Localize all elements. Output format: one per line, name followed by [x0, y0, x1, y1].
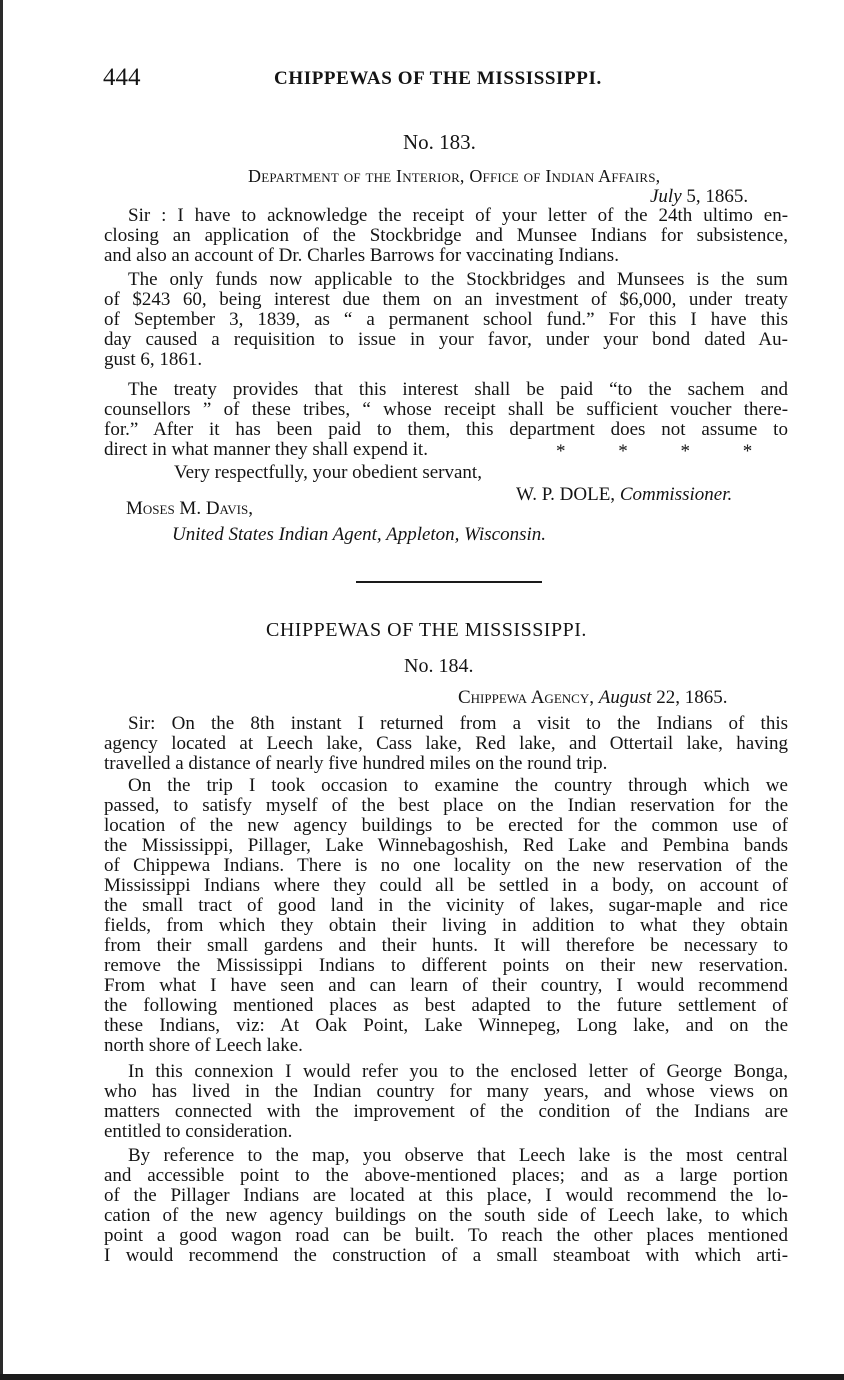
letter-date-rest: 5, 1865. — [681, 186, 749, 207]
signature-name: W. P. DOLE, — [516, 484, 620, 505]
section-heading: CHIPPEWAS OF THE MISSISSIPPI. — [266, 619, 587, 641]
body-line: Mississippi Indians where they could all be settled in a body, on account of — [104, 875, 788, 896]
body-line: I would recommend the construction of a small steamboat with which arti- — [104, 1245, 789, 1266]
letter-line: counsellors ” of these tribes, “ whose receipt shall be sufficient voucher there- — [104, 399, 789, 420]
section-dateline — [458, 688, 728, 708]
body-line: On the trip I took occasion to examine the country through which we — [128, 775, 788, 796]
letter-line: and also an account of Dr. Charles Barrows for vaccinating Indians. — [104, 245, 619, 266]
letter-line: of $243 60, being interest due them on an investment of $6,000, under treaty — [104, 289, 788, 310]
body-line: who has lived in the Indian country for many years, and whose views on — [104, 1081, 788, 1102]
body-line: of the Pillager Indians are located at this place, I would recommend the lo- — [104, 1185, 789, 1206]
page-number: 444 — [103, 64, 141, 91]
page-left-edge — [0, 0, 3, 1380]
body-line: By reference to the map, you observe that Leech lake is the most central — [128, 1145, 788, 1166]
dateline-rest: 22, 1865. — [651, 687, 728, 708]
letter-signature — [516, 485, 732, 505]
body-line: location of the new agency buildings to be erected for the common use of — [104, 815, 788, 836]
body-line: agency located at Leech lake, Cass lake, Red lake, and Ottertail lake, having — [104, 733, 788, 754]
body-line: north shore of Leech lake. — [104, 1035, 303, 1056]
body-line: remove the Mississippi Indians to different points on their new reservation. — [104, 955, 789, 976]
body-line: of Chippewa Indians. There is no one locality on the new reservation of the — [104, 855, 788, 876]
body-line: and accessible point to the above-mentioned places; and as a large portion — [104, 1165, 789, 1186]
letter-line: The treaty provides that this interest shall be paid “to the sachem and — [128, 379, 789, 400]
body-line: the following mentioned places as best adapted to the future settlement of — [104, 995, 788, 1016]
letter-line: closing an application of the Stockbridge and Munsee Indians for subsistence, — [104, 225, 788, 246]
page-bottom-edge — [0, 1374, 844, 1380]
ellipsis-asterisks: * * * * — [556, 441, 753, 462]
body-line: matters connected with the improvement of the condition of the Indians are — [104, 1101, 788, 1122]
letter-dateline: Department of the Interior, Office of Indian Affairs, — [248, 166, 661, 186]
signature-title: Commissioner. — [619, 484, 733, 505]
section-divider — [356, 581, 542, 583]
addressee-name: Moses M. Davis, — [126, 498, 253, 519]
letter-line: gust 6, 1861. — [104, 349, 203, 370]
letter-line: for.” After it has been paid to them, this department does not assume to — [104, 419, 788, 440]
addressee-title: United States Indian Agent, Appleton, Wisconsin. — [172, 524, 546, 545]
letter-line: of September 3, 1839, as “ a permanent school fund.” For this I have this — [104, 309, 789, 330]
letter-line: The only funds now applicable to the Stockbridges and Munsees is the sum — [128, 269, 788, 290]
body-line: In this connexion I would refer you to the enclosed letter of George Bonga, — [128, 1061, 788, 1082]
running-title: CHIPPEWAS OF THE MISSISSIPPI. — [274, 68, 602, 89]
body-line: point a good wagon road can be built. To reach the other places mentioned — [104, 1225, 788, 1246]
letter-line: Sir : I have to acknowledge the receipt of your letter of the 24th ultimo en- — [128, 205, 789, 226]
body-line: From what I have seen and can learn of their country, I would recommend — [104, 975, 788, 996]
body-line: the small tract of good land in the vicinity of lakes, sugar-maple and rice — [104, 895, 788, 916]
body-line: passed, to satisfy myself of the best place on the Indian reservation for the — [104, 795, 789, 816]
body-line: travelled a distance of nearly five hundred miles on the round trip. — [104, 753, 608, 774]
body-line: the Mississippi, Pillager, Lake Winnebagoshish, Red Lake and Pembina bands — [104, 835, 789, 856]
letter-number: No. 183. — [403, 130, 476, 154]
dateline-place: Chippewa Agency, — [458, 687, 599, 708]
dateline-month: August — [598, 687, 652, 708]
letter-line: day caused a requisition to issue in your favor, under your bond dated Au- — [104, 329, 788, 350]
letter-closing: Very respectfully, your obedient servant, — [174, 462, 482, 483]
letter-line: direct in what manner they shall expend it. — [104, 439, 428, 460]
body-line: these Indians, viz: At Oak Point, Lake Winnepeg, Long lake, and on the — [104, 1015, 789, 1036]
body-line: entitled to consideration. — [104, 1121, 293, 1142]
body-line: Sir: On the 8th instant I returned from a visit to the Indians of this — [128, 713, 788, 734]
body-line: from their small gardens and their hunts. It will therefore be necessary to — [104, 935, 789, 956]
body-line: fields, from which they obtain their living in addition to what they obtain — [104, 915, 789, 936]
section-number: No. 184. — [404, 655, 474, 677]
letter-date-month: July — [650, 186, 682, 207]
body-line: cation of the new agency buildings on the south side of Leech lake, to which — [104, 1205, 789, 1226]
